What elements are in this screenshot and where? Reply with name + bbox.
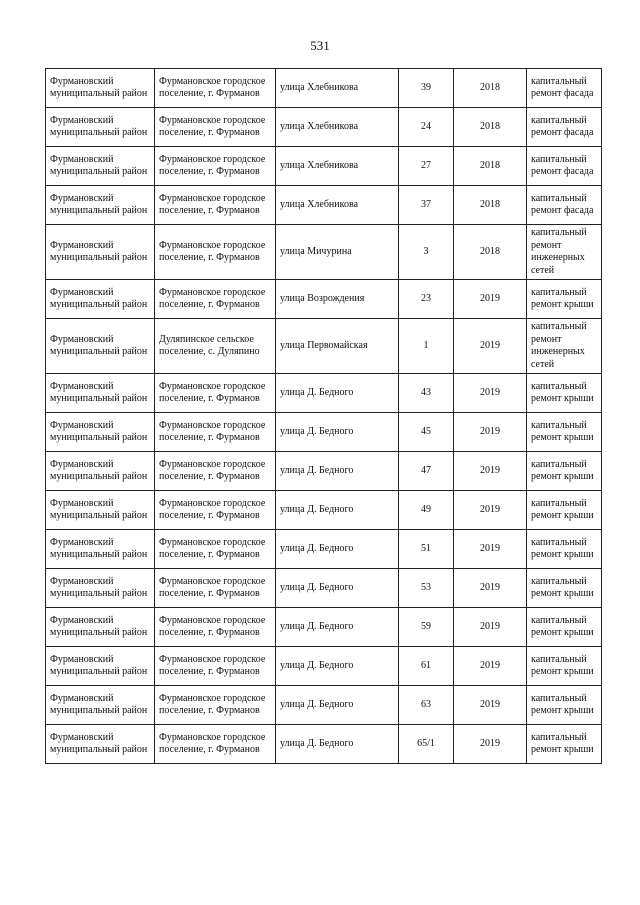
district-cell: Фурмановский муниципальный район <box>46 374 155 413</box>
work-type-cell: капитальный ремонт крыши <box>527 725 602 764</box>
table-row <box>46 725 602 764</box>
settlement-cell: Фурмановское городское поселение, г. Фурманов <box>155 452 276 491</box>
year-cell: 2019 <box>454 569 527 608</box>
district-cell: Фурмановский муниципальный район <box>46 69 155 108</box>
work-type-cell: капитальный ремонт инженерных сетей <box>527 225 602 280</box>
year-cell: 2019 <box>454 530 527 569</box>
street-cell: улица Д. Бедного <box>276 413 399 452</box>
district-cell: Фурмановский муниципальный район <box>46 647 155 686</box>
settlement-cell: Фурмановское городское поселение, г. Фурманов <box>155 108 276 147</box>
house-number-cell: 49 <box>399 491 454 530</box>
work-type-cell: капитальный ремонт крыши <box>527 452 602 491</box>
street-cell: улица Д. Бедного <box>276 569 399 608</box>
district-cell: Фурмановский муниципальный район <box>46 108 155 147</box>
year-cell: 2019 <box>454 280 527 319</box>
work-type-cell: капитальный ремонт крыши <box>527 569 602 608</box>
house-number-cell: 63 <box>399 686 454 725</box>
work-type-cell: капитальный ремонт крыши <box>527 491 602 530</box>
table-row <box>46 491 602 530</box>
table-row <box>46 280 602 319</box>
table-row <box>46 608 602 647</box>
work-type-cell: капитальный ремонт крыши <box>527 280 602 319</box>
year-cell: 2018 <box>454 225 527 280</box>
page-number: 531 <box>310 38 330 53</box>
house-number-cell: 39 <box>399 69 454 108</box>
year-cell: 2019 <box>454 374 527 413</box>
work-type-cell: капитальный ремонт фасада <box>527 186 602 225</box>
settlement-cell: Фурмановское городское поселение, г. Фурманов <box>155 608 276 647</box>
settlement-cell: Фурмановское городское поселение, г. Фурманов <box>155 186 276 225</box>
table-body <box>46 69 602 764</box>
table-row <box>46 530 602 569</box>
street-cell: улица Д. Бедного <box>276 647 399 686</box>
year-cell: 2018 <box>454 108 527 147</box>
house-number-cell: 65/1 <box>399 725 454 764</box>
work-type-cell: капитальный ремонт инженерных сетей <box>527 319 602 374</box>
house-number-cell: 43 <box>399 374 454 413</box>
settlement-cell: Фурмановское городское поселение, г. Фурманов <box>155 725 276 764</box>
district-cell: Фурмановский муниципальный район <box>46 413 155 452</box>
house-number-cell: 37 <box>399 186 454 225</box>
district-cell: Фурмановский муниципальный район <box>46 319 155 374</box>
settlement-cell: Фурмановское городское поселение, г. Фурманов <box>155 225 276 280</box>
house-number-cell: 51 <box>399 530 454 569</box>
year-cell: 2018 <box>454 147 527 186</box>
table-row <box>46 374 602 413</box>
work-type-cell: капитальный ремонт крыши <box>527 608 602 647</box>
work-type-cell: капитальный ремонт крыши <box>527 413 602 452</box>
table-row <box>46 69 602 108</box>
work-type-cell: капитальный ремонт крыши <box>527 530 602 569</box>
house-number-cell: 24 <box>399 108 454 147</box>
house-number-cell: 3 <box>399 225 454 280</box>
settlement-cell: Фурмановское городское поселение, г. Фурманов <box>155 280 276 319</box>
settlement-cell: Фурмановское городское поселение, г. Фурманов <box>155 69 276 108</box>
street-cell: улица Возрождения <box>276 280 399 319</box>
settlement-cell: Фурмановское городское поселение, г. Фурманов <box>155 374 276 413</box>
settlement-cell: Фурмановское городское поселение, г. Фурманов <box>155 686 276 725</box>
street-cell: улица Д. Бедного <box>276 491 399 530</box>
settlement-cell: Фурмановское городское поселение, г. Фурманов <box>155 530 276 569</box>
year-cell: 2019 <box>454 491 527 530</box>
settlement-cell: Фурмановское городское поселение, г. Фурманов <box>155 491 276 530</box>
district-cell: Фурмановский муниципальный район <box>46 491 155 530</box>
street-cell: улица Д. Бедного <box>276 725 399 764</box>
district-cell: Фурмановский муниципальный район <box>46 225 155 280</box>
district-cell: Фурмановский муниципальный район <box>46 725 155 764</box>
street-cell: улица Д. Бедного <box>276 608 399 647</box>
settlement-cell: Фурмановское городское поселение, г. Фурманов <box>155 647 276 686</box>
street-cell: улица Д. Бедного <box>276 686 399 725</box>
table-row <box>46 186 602 225</box>
district-cell: Фурмановский муниципальный район <box>46 280 155 319</box>
table-row <box>46 686 602 725</box>
house-number-cell: 1 <box>399 319 454 374</box>
district-cell: Фурмановский муниципальный район <box>46 186 155 225</box>
district-cell: Фурмановский муниципальный район <box>46 569 155 608</box>
district-cell: Фурмановский муниципальный район <box>46 147 155 186</box>
street-cell: улица Д. Бедного <box>276 452 399 491</box>
table-row <box>46 225 602 280</box>
district-cell: Фурмановский муниципальный район <box>46 686 155 725</box>
house-number-cell: 61 <box>399 647 454 686</box>
year-cell: 2019 <box>454 647 527 686</box>
table-row <box>46 147 602 186</box>
street-cell: улица Д. Бедного <box>276 530 399 569</box>
table-row <box>46 452 602 491</box>
work-type-cell: капитальный ремонт крыши <box>527 374 602 413</box>
street-cell: улица Хлебникова <box>276 69 399 108</box>
house-number-cell: 53 <box>399 569 454 608</box>
year-cell: 2019 <box>454 413 527 452</box>
district-cell: Фурмановский муниципальный район <box>46 530 155 569</box>
table-row <box>46 319 602 374</box>
year-cell: 2019 <box>454 452 527 491</box>
year-cell: 2019 <box>454 608 527 647</box>
table-row <box>46 569 602 608</box>
house-number-cell: 47 <box>399 452 454 491</box>
street-cell: улица Хлебникова <box>276 147 399 186</box>
settlement-cell: Фурмановское городское поселение, г. Фурманов <box>155 569 276 608</box>
repair-register-table <box>45 68 602 764</box>
work-type-cell: капитальный ремонт фасада <box>527 147 602 186</box>
settlement-cell: Дуляпинское сельское поселение, с. Дуляпино <box>155 319 276 374</box>
year-cell: 2019 <box>454 686 527 725</box>
year-cell: 2019 <box>454 319 527 374</box>
street-cell: улица Хлебникова <box>276 108 399 147</box>
year-cell: 2018 <box>454 69 527 108</box>
table-row <box>46 647 602 686</box>
year-cell: 2019 <box>454 725 527 764</box>
street-cell: улица Первомайская <box>276 319 399 374</box>
work-type-cell: капитальный ремонт крыши <box>527 647 602 686</box>
house-number-cell: 45 <box>399 413 454 452</box>
work-type-cell: капитальный ремонт крыши <box>527 686 602 725</box>
settlement-cell: Фурмановское городское поселение, г. Фурманов <box>155 413 276 452</box>
street-cell: улица Мичурина <box>276 225 399 280</box>
table-row <box>46 413 602 452</box>
work-type-cell: капитальный ремонт фасада <box>527 108 602 147</box>
work-type-cell: капитальный ремонт фасада <box>527 69 602 108</box>
street-cell: улица Д. Бедного <box>276 374 399 413</box>
table-row <box>46 108 602 147</box>
district-cell: Фурмановский муниципальный район <box>46 608 155 647</box>
house-number-cell: 23 <box>399 280 454 319</box>
year-cell: 2018 <box>454 186 527 225</box>
house-number-cell: 59 <box>399 608 454 647</box>
street-cell: улица Хлебникова <box>276 186 399 225</box>
settlement-cell: Фурмановское городское поселение, г. Фурманов <box>155 147 276 186</box>
house-number-cell: 27 <box>399 147 454 186</box>
district-cell: Фурмановский муниципальный район <box>46 452 155 491</box>
